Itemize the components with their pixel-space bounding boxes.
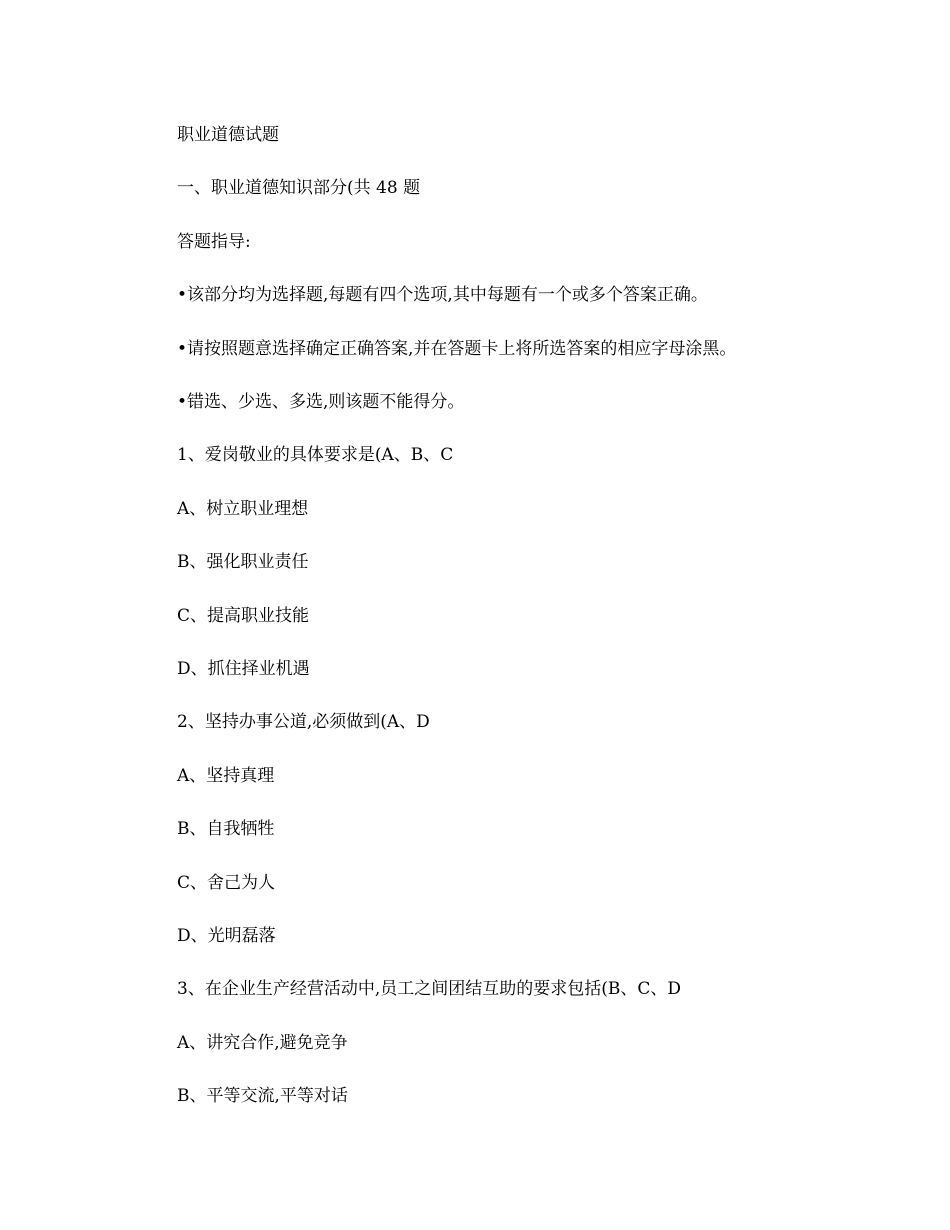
question-stem: 2、坚持办事公道,必须做到(A、D bbox=[177, 712, 430, 732]
answer-option: D、光明磊落 bbox=[177, 926, 276, 946]
instruction-bullet: •请按照题意选择确定正确答案,并在答题卡上将所选答案的相应字母涂黑。 bbox=[177, 339, 737, 359]
question-stem: 1、爱岗敬业的具体要求是(A、B、C bbox=[177, 445, 454, 465]
answer-option: C、提高职业技能 bbox=[177, 606, 310, 626]
section-heading: 一、职业道德知识部分(共 48 题 bbox=[177, 178, 421, 198]
question-stem: 3、在企业生产经营活动中,员工之间团结互助的要求包括(B、C、D bbox=[177, 979, 681, 999]
instruction-bullet: •错选、少选、多选,则该题不能得分。 bbox=[177, 392, 465, 412]
instructions-label: 答题指导: bbox=[177, 232, 251, 252]
document-title: 职业道德试题 bbox=[177, 125, 279, 145]
answer-option: B、平等交流,平等对话 bbox=[177, 1086, 348, 1106]
answer-option: B、自我牺牲 bbox=[177, 819, 275, 839]
answer-option: A、讲究合作,避免竞争 bbox=[177, 1033, 348, 1053]
answer-option: D、抓住择业机遇 bbox=[177, 659, 310, 679]
answer-option: C、舍己为人 bbox=[177, 873, 276, 893]
answer-option: A、坚持真理 bbox=[177, 766, 275, 786]
instruction-bullet: •该部分均为选择题,每题有四个选项,其中每题有一个或多个答案正确。 bbox=[177, 285, 708, 305]
answer-option: B、强化职业责任 bbox=[177, 552, 309, 572]
answer-option: A、树立职业理想 bbox=[177, 499, 309, 519]
